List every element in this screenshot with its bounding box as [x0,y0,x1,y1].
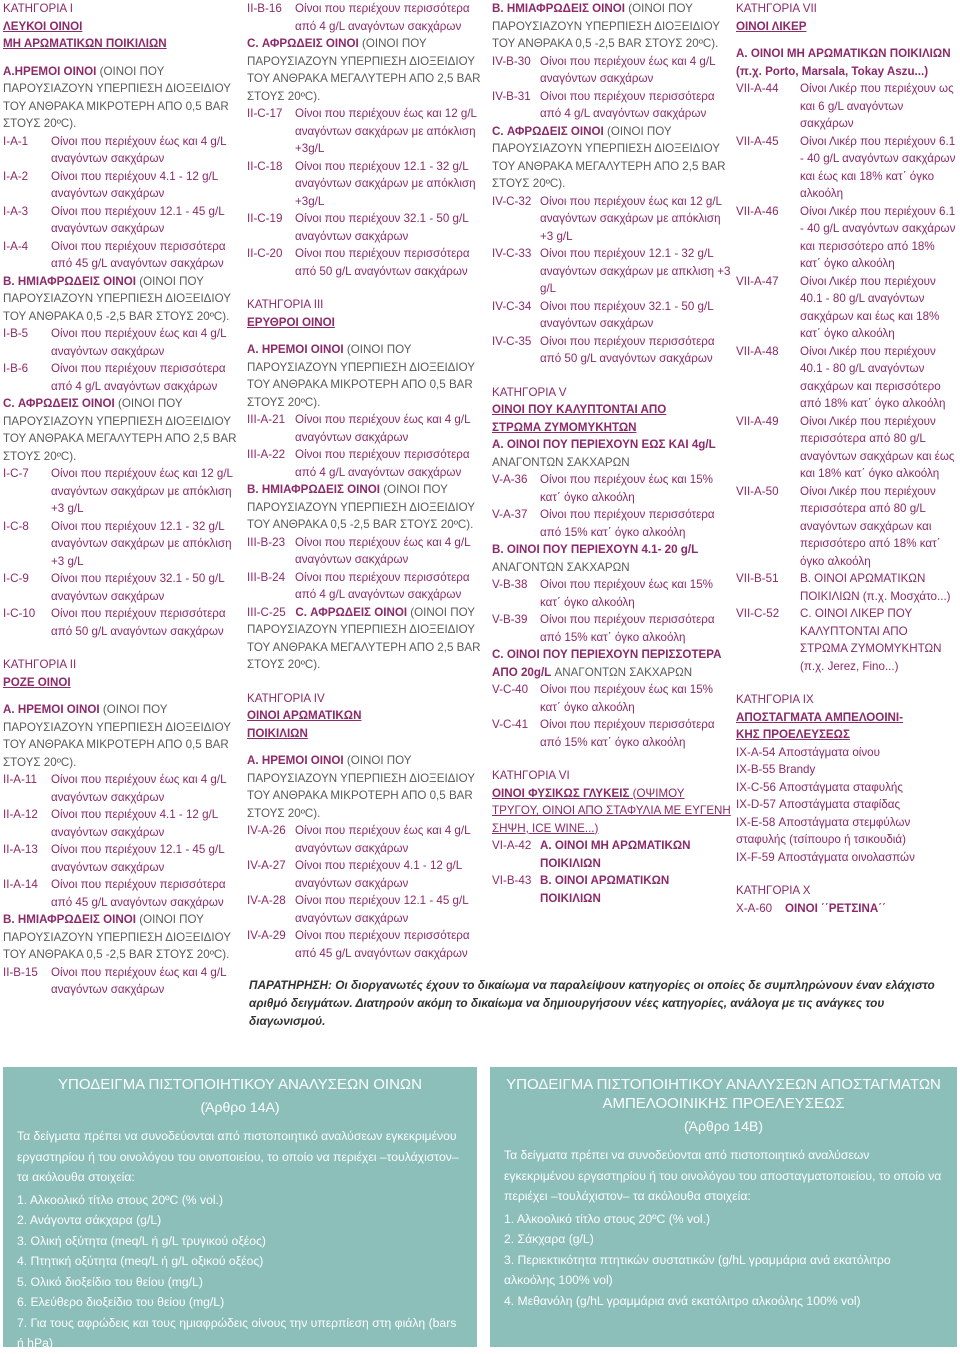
item-description: Οίνοι που περιέχουν περισσότερα από 45 g/L αναγόντων σακχάρων [51,878,226,909]
item-code: I-C-7 [3,467,29,480]
item-code: IV-B-31 [492,89,531,103]
box-title: ΥΠΟΔΕΙΓΜΑ ΠΙΣΤΟΠΟΙΗΤΙΚΟΥ ΑΝΑΛΥΣΕΩΝ ΟΙΝΩΝ [58,1076,422,1093]
item-code: IV-C-35 [492,334,532,348]
item-code: II-A-12 [3,808,38,821]
item-description: Οίνοι που περιέχουν 4.1 - 12 g/L αναγόντων σακχάρων [295,859,462,890]
list-item [3,605,239,640]
item-description: Οίνοι που περιέχουν περισσότερα από 45 g/L αναγόντων σακχάρων [295,929,470,960]
category-title: ΑΠΟΣΤΑΓΜΑΤΑ ΑΜΠΕΛΟΟΙΝΙ- [736,710,904,724]
item-code: VII-B-51 [736,572,779,585]
item-description: Οίνοι που περιέχουν 32.1 - 50 g/L αναγόντων σακχάρων [540,299,714,330]
entry-list [247,822,487,962]
item-code: V-A-36 [492,473,528,486]
item-code: III-B-23 [247,535,286,549]
box-subtitle: (Άρθρο 14B) [684,1118,763,1134]
item-code: VI-B-43 [492,874,532,887]
item-code: VII-A-49 [736,414,779,428]
entry-list [492,681,732,751]
category-label: ΚΑΤΗΓΟΡΙΑ IX [736,693,814,706]
list-item [492,333,732,368]
entry-list [3,771,239,911]
item-code: II-C-20 [247,247,283,260]
entry-list [492,576,732,646]
list-item [247,927,487,962]
column-2 [247,0,487,962]
box-subtitle: (Άρθρο 14A) [200,1099,280,1115]
item-code: II-C-17 [247,107,283,120]
item-code: I-B-5 [3,327,29,340]
list-item: IX-E-58 Αποστάγματα στεμφύλων σταφυλής (τσίπουρο ή τσικουδιά) [736,815,911,846]
category-title: ΟΙΝΟΙ ΑΡΩΜΑΤΙΚΩΝ [247,709,362,722]
entry-list [247,534,487,604]
category-title: ΟΙΝΟΙ ΠΟΥ ΚΑΛΥΠΤΟΝΤΑΙ ΑΠΟ [492,403,667,416]
entry-list [247,411,487,481]
item-description: Οίνοι που περιέχουν 12.1 - 45 g/L αναγόντων σακχάρων [51,843,225,874]
subcategory-heading: A.ΗΡΕΜΟΙ ΟΙΝΟΙ (ΟΙΝΟΙ ΠΟΥ ΠΑΡΟΥΣΙΑΖΟΥΝ ΥΠΕΡΠΙΕΣΗ ΔΙΟΞΕΙΔΙΟΥ ΤΟΥ ΑΝΘΡΑΚΑ ΜΙΚΡΟΤΕΡΗ ΑΠΟ 0,5 BAR ΣΤΟΥΣ 20ºC). [3,64,231,130]
category-label: ΚΑΤΗΓΟΡΙΑ III [247,298,324,311]
list-item [247,569,487,604]
item-description: Οίνοι που περιέχουν έως και 12 g/L αναγόντων σακχάρων με απόκλιση +3 g/L [540,194,722,243]
requirements-list [504,1209,943,1312]
item-description: Οίνοι που περιέχουν περισσότερα από 50 g/L αναγόντων σακχάρων [51,607,226,638]
item-code: V-A-37 [492,508,528,521]
subcategory-heading: A. ΗΡΕΜΟΙ ΟΙΝΟΙ (ΟΙΝΟΙ ΠΟΥ ΠΑΡΟΥΣΙΑΖΟΥΝ ΥΠΕΡΠΙΕΣΗ ΔΙΟΞΕΙΔΙΟΥ ΤΟΥ ΑΝΘΡΑΚΑ ΜΙΚΡΟΤΕΡΗ ΑΠΟ 0,5 BAR ΣΤΟΥΣ 20ºC). [247,343,475,409]
list-item: IX-A-54 Αποστάγματα οίνου [736,745,880,759]
entry-list [492,471,732,541]
item-description: Οίνοι που περιέχουν έως και 4 g/L αναγόντων σακχάρων [295,824,471,855]
list-item [736,570,958,605]
category-title: ΡΟΖΕ ΟΙΝΟΙ [3,675,71,689]
subcategory-heading: C. ΑΦΡΩΔΕΙΣ ΟΙΝΟΙ (ΟΙΝΟΙ ΠΟΥ ΠΑΡΟΥΣΙΑΖΟΥΝ ΥΠΕΡΠΙΕΣΗ ΔΙΟΞΕΙΔΙΟΥ ΤΟΥ ΑΝΘΡΑΚΑ ΜΕΓΑΛΥΤΕΡΗ ΑΠΟ 2,5 BAR ΣΤΟΥΣ 20ºC). [247,37,481,103]
item-description: Οίνοι που περιέχουν περισσότερα από 4 g/L αναγόντων σακχάρων [295,570,470,601]
item-code: V-B-38 [492,578,528,591]
list-item: X-A-60 ΟΙΝΟΙ ΄΄ΡΕΤΣΙΝΑ΄΄ [736,901,886,915]
category-title: ΣΤΡΩΜΑ ΖΥΜΟΜΥΚΗΤΩΝ [492,420,637,434]
list-item [492,872,732,907]
list-item [247,0,487,35]
item-description: Οίνοι που περιέχουν περισσότερα από 4 g/L αναγόντων σακχάρων [51,362,226,393]
item-description: Οίνοι που περιέχουν περισσότερα από 15% κατ΄ όγκο αλκοόλη [540,613,715,644]
item-description: Οίνοι που περιέχουν 32.1 - 50 g/L αναγόντων σακχάρων [51,572,225,603]
item-description: Οίνοι που περιέχουν έως και 4 g/L αναγόντων σακχάρων [51,965,227,996]
item-code: VII-C-52 [736,607,780,620]
entry-list [492,53,732,123]
item-description: Οίνοι που περιέχουν 32.1 - 50 g/L αναγόντων σακχάρων [295,212,469,243]
item-description: Οίνοι που περιέχουν 12.1 - 45 g/L αναγόντων σακχάρων [51,204,225,235]
list-item [736,203,958,273]
item-description: Οίνοι Λικέρ που περιέχουν περισσότερα από 80 g/L αναγόντων σακχάρων και περισσότερο από 18% κατ΄ όγκο αλκοόλη [800,484,941,568]
item-code: V-B-39 [492,613,528,626]
list-item [247,105,487,158]
box-title: ΥΠΟΔΕΙΓΜΑ ΠΙΣΤΟΠΟΙΗΤΙΚΟΥ ΑΝΑΛΥΣΕΩΝ ΑΠΟΣΤΑΓΜΑΤΩΝ ΑΜΠΕΛΟΟΙΝΙΚΗΣ ΠΡΟΕΛΕΥΣΕΩΣ [506,1076,941,1112]
item-code: II-C-18 [247,159,283,173]
item-description: Οίνοι που περιέχουν έως και 12 g/L αναγόντων σακχάρων με απόκλιση +3g/L [295,107,477,155]
item-description: Οίνοι που περιέχουν έως και 4 g/L αναγόντων σακχάρων [51,327,227,358]
category-label: ΚΑΤΗΓΟΡΙΑ X [736,884,811,897]
list-item [736,133,958,203]
list-item [3,806,239,841]
item-description: Οίνοι που περιέχουν έως και 15% κατ΄ όγκο αλκοόλη [540,578,713,609]
item-code: II-B-15 [3,965,38,979]
item-code: III-B-24 [247,570,286,584]
entry-list [3,325,239,395]
list-item [3,360,239,395]
list-item [3,238,239,273]
list-item [3,465,239,518]
list-item [3,964,239,999]
list-item [736,273,958,343]
entry-list [3,133,239,273]
box-intro: Τα δείγματα πρέπει να συνοδεύονται από πιστοποιητικό αναλύσεων εγκεκριμένου εργαστηρίου ή του οινολόγου του αποσταγματοποιείου, το οποίο να περιέχει –τουλάχιστον– τα ακόλουθα στοιχεία: [504,1148,942,1203]
item-code: I-A-3 [3,204,29,218]
spirits-certificate-box [490,1067,957,1347]
item-description: Οίνοι Λικέρ που περιέχουν ως και 6 g/L αναγόντων σακχάρων [800,82,954,130]
list-item [492,506,732,541]
list-item [3,133,239,168]
subcategory-heading: C. ΑΦΡΩΔΕΙΣ ΟΙΝΟΙ (ΟΙΝΟΙ ΠΟΥ ΠΑΡΟΥΣΙΑΖΟΥΝ ΥΠΕΡΠΙΕΣΗ ΔΙΟΞΕΙΔΙΟΥ ΤΟΥ ΑΝΘΡΑΚΑ ΜΕΓΑΛΥΤΕΡΗ ΑΠΟ 2,5 BAR ΣΤΟΥΣ 20ºC). [492,124,726,190]
list-item [247,822,487,857]
list-item: 3. Περιεκτικότητα πτητικών συστατικών (g/hL γραμμάρια ανά εκατόλιτρο αλκοόλης 100% vol) [504,1252,891,1287]
item-description: Οίνοι που περιέχουν 12.1 - 32 g/L αναγόντων σακχάρων με απκλιση +3 g/L [540,247,731,295]
item-description: Οίνοι που περιέχουν 4.1 - 12 g/L αναγόντων σακχάρων [51,169,218,200]
item-code: VII-A-44 [736,82,779,95]
list-item [3,570,239,605]
item-description: Οίνοι που περιέχουν περισσότερα από 4 g/L αναγόντων σακχάρων [540,89,715,120]
list-item: IX-F-59 Αποστάγματα οινολασπών [736,850,915,864]
subcategory-heading: B. ΗΜΙΑΦΡΩΔΕΙΣ ΟΙΝΟΙ (ΟΙΝΟΙ ΠΟΥ ΠΑΡΟΥΣΙΑΖΟΥΝ ΥΠΕΡΠΙΕΣΗ ΔΙΟΞΕΙΔΙΟΥ ΤΟΥ ΑΝΘΡΑΚΑ 0,5 -2,5 BAR ΣΤΟΥΣ 20ºC). [3,274,231,323]
item-code: IV-C-32 [492,194,532,208]
item-description: A. ΟΙΝΟΙ ΜΗ ΑΡΩΜΑΤΙΚΩΝ ΠΟΙΚΙΛΙΩΝ [540,839,691,870]
list-item: 4. Μεθανόλη (g/hL γραμμάρια ανά εκατόλιτρο αλκοόλης 100% vol) [504,1293,861,1308]
item-description: Οίνοι που περιέχουν έως και 4 g/L αναγόντων σακχάρων [295,413,471,444]
subcategory-heading: III-C-25 C. ΑΦΡΩΔΕΙΣ ΟΙΝΟΙ (ΟΙΝΟΙ ΠΟΥ ΠΑΡΟΥΣΙΑΖΟΥΝ ΥΠΕΡΠΙΕΣΗ ΔΙΟΞΕΙΔΙΟΥ ΤΟΥ ΑΝΘΡΑΚΑ ΜΕΓΑΛΥΤΕΡΗ ΑΠΟ 2,5 BAR ΣΤΟΥΣ 20ºC). [247,605,481,671]
wine-certificate-box [3,1067,477,1350]
item-code: VII-A-45 [736,134,779,148]
item-description: Οίνοι που περιέχουν περισσότερα από 50 g/L αναγόντων σακχάρων [295,247,470,278]
subcategory-heading: A. ΟΙΝΟΙ ΜΗ ΑΡΩΜΑΤΙΚΩΝ ΠΟΙΚΙΛΙΩΝ (π.χ. Porto, Marsala, Tokay Aszu...) [736,47,951,78]
category-title: ΜΗ ΑΡΩΜΑΤΙΚΩΝ ΠΟΙΚΙΛΙΩΝ [3,37,167,50]
list-item [492,471,732,506]
list-item [492,611,732,646]
item-code: I-C-10 [3,607,36,620]
item-code: III-A-22 [247,448,286,461]
column-4 [736,0,958,917]
item-code: VII-A-50 [736,484,779,498]
item-description: Οίνοι Λικέρ που περιέχουν 6.1 - 40 g/L αναγόντων σακχάρων και έως και 18% κατ΄ όγκο αλκοόλη [800,134,956,200]
item-description: Οίνοι που περιέχουν έως και 4 g/L αναγόντων σακχάρων [295,535,471,566]
item-code: VII-A-47 [736,274,779,288]
item-code: V-C-41 [492,718,529,731]
category-title: ΚΗΣ ΠΡΟΕΛΕΥΣΕΩΣ [736,728,850,741]
item-code: IV-A-26 [247,824,286,837]
item-description: Οίνοι που περιέχουν περισσότερα από 4 g/L αναγόντων σακχάρων [295,448,470,479]
category-title: ΕΡΥΘΡΟΙ ΟΙΝΟΙ [247,315,335,329]
item-code: IV-C-34 [492,299,532,313]
item-description: Οίνοι που περιέχουν έως και 12 g/L αναγόντων σακχάρων με απόκλιση +3 g/L [51,467,233,515]
item-description: Οίνοι που περιέχουν περισσότερα από 45 g/L αναγόντων σακχάρων [51,239,226,270]
subcategory-heading: A. ΟΙΝΟΙ ΠΟΥ ΠΕΡΙΕΧΟΥΝ ΕΩΣ ΚΑΙ 4g/L ΑΝΑΓΟΝΤΩΝ ΣΑΚΧΑΡΩΝ [492,438,716,469]
category-label: ΚΑΤΗΓΟΡΙΑ I [3,2,73,15]
item-description: Οίνοι που περιέχουν περισσότερα από 15% κατ΄ όγκο αλκοόλη [540,508,715,539]
entry-list [736,80,958,675]
item-code: II-C-19 [247,212,283,225]
list-item [736,605,958,675]
list-item: 6. Ελεύθερο διοξείδιο του θείου (mg/L) [17,1295,225,1309]
item-code: VII-A-46 [736,204,779,218]
item-code: VI-A-42 [492,839,532,852]
item-description: Οίνοι που περιέχουν 12.1 - 32 g/L αναγόντων σακχάρων με απόκλιση +3 g/L [51,519,232,568]
item-code: II-A-14 [3,878,38,891]
list-item [736,413,958,483]
category-label: ΚΑΤΗΓΟΡΙΑ II [3,658,77,671]
list-item [736,80,958,133]
subcategory-heading: A. ΗΡΕΜΟΙ ΟΙΝΟΙ (ΟΙΝΟΙ ΠΟΥ ΠΑΡΟΥΣΙΑΖΟΥΝ ΥΠΕΡΠΙΕΣΗ ΔΙΟΞΕΙΔΙΟΥ ΤΟΥ ΑΝΘΡΑΚΑ ΜΙΚΡΟΤΕΡΗ ΑΠΟ 0,5 BAR ΣΤΟΥΣ 20ºC). [247,754,475,820]
item-description: B. ΟΙΝΟΙ ΑΡΩΜΑΤΙΚΩΝ ΠΟΙΚΙΛΙΩΝ (π.χ. Μοσχάτο...) [800,572,951,603]
item-description: Οίνοι που περιέχουν έως και 4 g/L αναγόντων σακχάρων [51,134,227,165]
plain-list [736,744,958,867]
item-code: II-A-13 [3,843,38,856]
item-code: I-C-8 [3,519,29,533]
list-item [3,203,239,238]
list-item: 1. Αλκοολικό τίτλο στους 20ºC (% vol.) [504,1211,711,1226]
subcategory-heading: B. ΗΜΙΑΦΡΩΔΕΙΣ ΟΙΝΟΙ (ΟΙΝΟΙ ΠΟΥ ΠΑΡΟΥΣΙΑΖΟΥΝ ΥΠΕΡΠΙΕΣΗ ΔΙΟΞΕΙΔΙΟΥ ΤΟΥ ΑΝΘΡΑΚΑ 0,5 -2,5 BAR ΣΤΟΥΣ 20ºC). [3,913,231,961]
list-item [3,518,239,571]
list-item: 3. Ολική οξύτητα (meq/L ή g/L τρυγικού οξέος) [17,1233,266,1248]
requirements-list [17,1190,463,1354]
subcategory-heading: C. ΑΦΡΩΔΕΙΣ ΟΙΝΟΙ (ΟΙΝΟΙ ΠΟΥ ΠΑΡΟΥΣΙΑΖΟΥΝ ΥΠΕΡΠΙΕΣΗ ΔΙΟΞΕΙΔΙΟΥ ΤΟΥ ΑΝΘΡΑΚΑ ΜΕΓΑΛΥΤΕΡΗ ΑΠΟ 2,5 BAR ΣΤΟΥΣ 20ºC). [3,397,237,463]
list-item [492,681,732,716]
list-item [3,876,239,911]
list-item [3,841,239,876]
category-label: ΚΑΤΗΓΟΡΙΑ VII [736,2,817,15]
list-item: 7. Για τους αφρώδεις και τους ημιαφρώδεις οίνους την υπερπίεση στη φιάλη (bars ή hPa) [17,1315,457,1350]
entry-list [3,964,239,999]
remark-label: ΠΑΡΑΤΗΡΗΣΗ: [249,978,332,992]
subcategory-heading: B. ΗΜΙΑΦΡΩΔΕΙΣ ΟΙΝΟΙ (ΟΙΝΟΙ ΠΟΥ ΠΑΡΟΥΣΙΑΖΟΥΝ ΥΠΕΡΠΙΕΣΗ ΔΙΟΞΕΙΔΙΟΥ ΤΟΥ ΑΝΘΡΑΚΑ 0,5 -2,5 BAR ΣΤΟΥΣ 20ºC). [247,483,475,531]
item-code: I-A-2 [3,169,29,183]
box-intro: Τα δείγματα πρέπει να συνοδεύονται από πιστοποιητικό αναλύσεων εγκεκριμένου εργαστηρίου ή του οινολόγου του οινοποιείου, το οποίο να περιέχει –τουλάχιστον– τα ακόλουθα στοιχεία: [17,1129,459,1184]
list-item [492,298,732,333]
entry-list [492,193,732,368]
item-description: Οίνοι Λικέρ που περιέχουν περισσότερα από 80 g/L αναγόντων σακχάρων και έως και 18% κατ΄ όγκο αλκοόλη [800,414,955,480]
item-description: B. ΟΙΝΟΙ ΑΡΩΜΑΤΙΚΩΝ ΠΟΙΚΙΛΙΩΝ [540,874,670,905]
category-title: ΠΟΙΚΙΛΙΩΝ [247,726,308,740]
list-item: 2. Ανάγοντα σάκχαρα (g/L) [17,1213,162,1227]
list-item [247,411,487,446]
item-code: II-A-11 [3,773,37,786]
item-code: I-A-4 [3,239,29,253]
item-description: Οίνοι που περιέχουν έως και 4 g/L αναγόντων σακχάρων [51,773,227,804]
subcategory-heading: A. ΗΡΕΜΟΙ ΟΙΝΟΙ (ΟΙΝΟΙ ΠΟΥ ΠΑΡΟΥΣΙΑΖΟΥΝ ΥΠΕΡΠΙΕΣΗ ΔΙΟΞΕΙΔΙΟΥ ΤΟΥ ΑΝΘΡΑΚΑ ΜΙΚΡΟΤΕΡΗ ΑΠΟ 0,5 BAR ΣΤΟΥΣ 20ºC). [3,703,231,769]
item-code: III-A-21 [247,413,286,426]
item-code: IV-B-30 [492,54,531,68]
entry-list [3,465,239,640]
category-title: ΛΕΥΚΟΙ ΟΙΝΟΙ [3,19,83,33]
remark-note [249,976,957,1030]
category-label: ΚΑΤΗΓΟΡΙΑ IV [247,691,325,705]
category-label: ΚΑΤΗΓΟΡΙΑ V [492,385,567,399]
item-description: Οίνοι που περιέχουν έως και 15% κατ΄ όγκο αλκοόλη [540,683,713,714]
list-item [3,168,239,203]
item-description: Οίνοι που περιέχουν έως και 4 g/L αναγόντων σακχάρων [540,54,716,85]
category-title: ΟΙΝΟΙ ΦΥΣΙΚΩΣ ΓΛΥΚΕΙΣ (ΟΨΙΜΟΥ ΤΡΥΓΟΥ, ΟΙΝΟΙ ΑΠΟ ΣΤΑΦΥΛΙΑ ΜΕ ΕΥΓΕΝΗ ΣΗΨΗ, ICE WINE...) [492,786,731,835]
list-item [736,483,958,571]
item-description: C. ΟΙΝΟΙ ΛΙΚΕΡ ΠΟΥ ΚΑΛΥΠΤΟΝΤΑΙ ΑΠΟ ΣΤΡΩΜΑ ΖΥΜΟΜΥΚΗΤΩΝ (π.χ. Jerez, Fino...) [800,607,942,673]
list-item [492,193,732,246]
list-item [492,837,732,872]
list-item: 1. Αλκοολικό τίτλο στους 20ºC (% vol.) [17,1192,224,1207]
entry-list [492,837,732,907]
item-code: I-A-1 [3,134,29,148]
item-description: Οίνοι που περιέχουν έως και 15% κατ΄ όγκο αλκοόλη [540,473,713,504]
list-item [492,716,732,751]
list-item [492,53,732,88]
list-item: IX-B-55 Brandy [736,763,816,776]
list-item [3,771,239,806]
entry-list [247,105,487,280]
list-item: 2. Σάκχαρα (g/L) [504,1232,594,1246]
subcategory-heading: C. ΟΙΝΟΙ ΠΟΥ ΠΕΡΙΕΧΟΥΝ ΠΕΡΙΣΣΟΤΕΡΑ ΑΠΟ 20g/L ΑΝΑΓΟΝΤΩΝ ΣΑΚΧΑΡΩΝ [492,648,722,679]
item-description: Οίνοι που περιέχουν 4.1 - 12 g/L αναγόντων σακχάρων [51,808,218,839]
column-1 [3,0,239,999]
subcategory-heading: B. ΟΙΝΟΙ ΠΟΥ ΠΕΡΙΕΧΟΥΝ 4.1- 20 g/L ΑΝΑΓΟΝΤΩΝ ΣΑΚΧΑΡΩΝ [492,543,699,574]
item-code: II-B-16 [247,2,282,15]
list-item [247,245,487,280]
category-title: ΟΙΝΟΙ ΛΙΚΕΡ [736,19,807,33]
item-description: Οίνοι Λικέρ που περιέχουν 6.1 - 40 g/L αναγόντων σακχάρων και περισσότερο από 18% κατ΄ όγκο αλκοόλη [800,204,956,270]
category-label: ΚΑΤΗΓΟΡΙΑ VI [492,769,570,782]
list-item [247,892,487,927]
list-item [492,576,732,611]
column-3 [492,0,732,907]
item-code: IV-C-33 [492,247,532,260]
item-code: IV-A-28 [247,894,286,907]
list-item [247,534,487,569]
item-description: Οίνοι Λικέρ που περιέχουν 40.1 - 80 g/L αναγόντων σακχάρων και περισσότερο από 18% κατ΄ όγκο αλκοόλη [800,344,946,410]
item-code: IV-A-29 [247,929,286,942]
list-item [247,446,487,481]
item-code: IV-A-27 [247,859,286,872]
item-description: Οίνοι Λικέρ που περιέχουν 40.1 - 80 g/L αναγόντων σακχάρων και έως και 18% κατ΄ όγκο αλκοόλη [800,274,940,340]
list-item [736,343,958,413]
list-item: IX-C-56 Αποστάγματα σταφυλής [736,780,903,794]
item-code: VII-A-48 [736,344,779,358]
list-item: 4. Πτητική οξύτητα (meq/L ή g/L οξικού οξέος) [17,1254,264,1268]
list-item: 5. Ολικό διοξείδιο του θείου (mg/L) [17,1274,203,1289]
list-item: IX-D-57 Αποστάγματα σταφίδας [736,798,901,811]
list-item [247,857,487,892]
subcategory-heading: B. ΗΜΙΑΦΡΩΔΕΙΣ ΟΙΝΟΙ (ΟΙΝΟΙ ΠΟΥ ΠΑΡΟΥΣΙΑΖΟΥΝ ΥΠΕΡΠΙΕΣΗ ΔΙΟΞΕΙΔΙΟΥ ΤΟΥ ΑΝΘΡΑΚΑ 0,5 -2,5 BAR ΣΤΟΥΣ 20ºC). [492,2,720,50]
item-description: Οίνοι που περιέχουν περισσότερα από 50 g/L αναγόντων σακχάρων [540,334,715,365]
list-item [3,325,239,360]
entry-list [247,0,487,35]
item-code: I-C-9 [3,572,29,585]
item-code: V-C-40 [492,683,529,696]
list-item [492,245,732,298]
item-description: Οίνοι που περιέχουν περισσότερα από 4 g/L αναγόντων σακχάρων [295,2,470,33]
list-item [247,210,487,245]
list-item [247,158,487,211]
item-code: I-B-6 [3,362,29,375]
item-description: Οίνοι που περιέχουν 12.1 - 32 g/L αναγόντων σακχάρων με απόκλιση +3g/L [295,159,476,208]
item-description: Οίνοι που περιέχουν 12.1 - 45 g/L αναγόντων σακχάρων [295,894,469,925]
list-item [492,88,732,123]
item-description: Οίνοι που περιέχουν περισσότερα από 15% κατ΄ όγκο αλκοόλη [540,718,715,749]
remark-text: Οι διοργανωτές έχουν το δικαίωμα να παραλείψουν κατηγορίες οι οποίες δε συμπληρώνουν έναν ελάχιστο αριθμό δειγμάτων. Διατηρούν ακόμη το δικαίωμα να δημιουργήσουν νέες κατηγορίες, ανάλογα με τις ανάγκες του διαγωνισμού. [249,978,935,1028]
